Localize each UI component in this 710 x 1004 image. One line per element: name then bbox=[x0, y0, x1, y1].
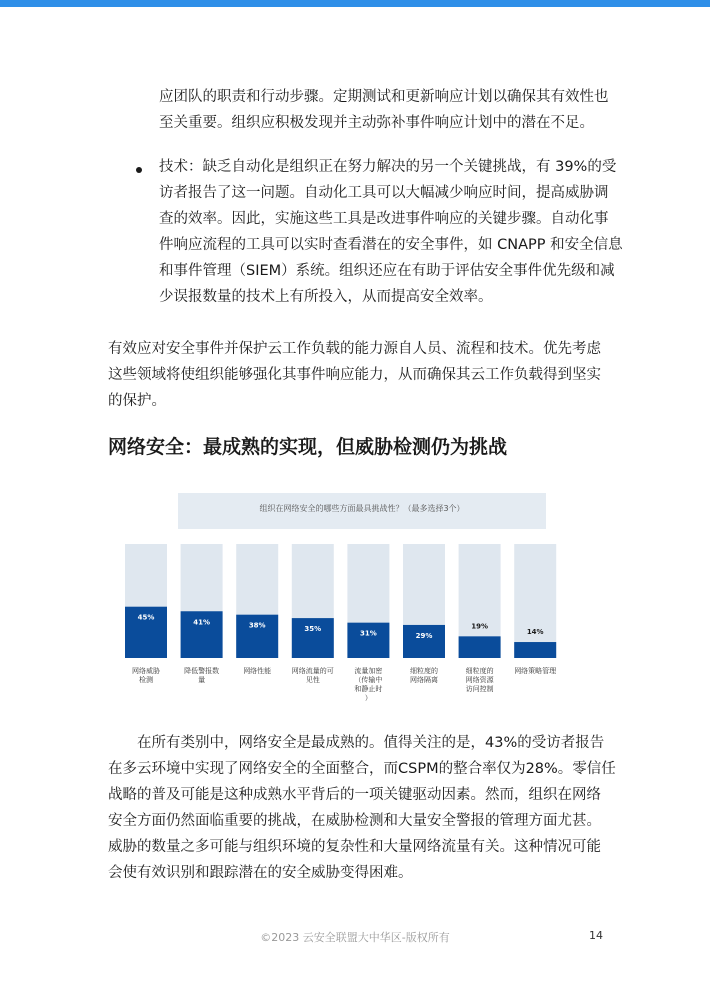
category-label-line: 网络威胁 bbox=[132, 667, 160, 675]
paragraph-technology-bullet: 技术：缺乏自动化是组织正在努力解决的另一个关键挑战，有 39%的受 访者报告了这一问题。自动化工具可以大幅减少响应时间，提高威胁调 查的效率。因此，实施这些工具是改进事件响应的关键步骤。自动化事 件响应流程的工具可以实时查看潜在的安全事件，如 CNAPP 和安全信息 和事件管理（SIEM）系统。组织还应在有助于评估安全事件优先级和减 少误报数量的技术上有所投入，从而提高安全效率。 bbox=[159, 159, 623, 305]
bar-8 bbox=[514, 642, 556, 658]
bar-7 bbox=[459, 636, 501, 658]
bar-value-label: 38% bbox=[248, 621, 266, 630]
category-label-line: 网络资源 bbox=[465, 676, 494, 684]
bar-value-label: 31% bbox=[360, 629, 377, 638]
category-label bbox=[178, 667, 226, 685]
category-label-line: 检测 bbox=[139, 676, 153, 684]
bar-value-label: 45% bbox=[137, 613, 155, 622]
paragraph-network-security: 在所有类别中，网络安全是最成熟的。值得关注的是，43%的受访者报告 在多云环境中实现了网络安全的全面整合，而CSPM的整合率仅为28%。零信任 战略的普及可能是这种成熟水平背后的一项关键驱动因素。然而，组织在网络 安全方面仍然面临重要的挑战，在威胁检测和大量安全警报的管理方面尤甚。 威胁的数量之多可能与组织环境的复杂性和大量网络流量有关。这种情况可能 会使有效识别和跟踪潜在的安全威胁变得困难。 bbox=[108, 735, 616, 881]
category-label-line: 细粒度的 bbox=[465, 667, 494, 675]
category-label-line: 降低警报数 bbox=[184, 667, 220, 675]
footer-copyright: ©2023 云安全联盟大中华区-版权所有 bbox=[260, 931, 450, 944]
paragraph-summary: 有效应对安全事件并保护云工作负载的能力源自人员、流程和技术。优先考虑 这些领域将使组织能够强化其事件响应能力，从而确保其云工作负载得到坚实 的保护。 bbox=[108, 341, 601, 409]
bar-value-label: 41% bbox=[193, 618, 210, 627]
bar-background bbox=[514, 544, 556, 658]
bar-4 bbox=[292, 618, 334, 658]
section-heading: 网络安全：最成熟的实现，但威胁检测仍为挑战 bbox=[108, 436, 508, 458]
bar-value-label: 14% bbox=[526, 628, 544, 637]
paragraph-process-continued: 应团队的职责和行动步骤。定期测试和更新响应计划以确保其有效性也 至关重要。组织应积极发现并主动弥补事件响应计划中的潜在不足。 bbox=[159, 89, 609, 131]
page-number: 14 bbox=[589, 929, 603, 942]
category-label-line: （传输中 bbox=[354, 676, 383, 684]
category-label bbox=[233, 667, 281, 676]
chart-title: 组织在网络安全的哪些方面最具挑战性？（最多选择3个） bbox=[259, 504, 465, 513]
category-label bbox=[456, 667, 504, 694]
bar-6 bbox=[403, 625, 445, 658]
bar-value-label: 35% bbox=[304, 625, 322, 634]
bar-value-label: 29% bbox=[415, 631, 433, 640]
category-label-line: 量 bbox=[198, 676, 206, 684]
category-label bbox=[289, 667, 337, 685]
category-label-line: 网络策略管理 bbox=[514, 667, 557, 675]
category-label bbox=[344, 667, 392, 703]
category-label-line: 访问控制 bbox=[465, 685, 494, 693]
category-label bbox=[400, 667, 448, 685]
bar-5 bbox=[347, 623, 389, 658]
category-label bbox=[122, 667, 170, 685]
category-label bbox=[511, 667, 559, 676]
category-label-line: 网络流量的可 bbox=[291, 667, 334, 675]
category-label-line: ） bbox=[364, 694, 372, 702]
category-label-line: 和静止时 bbox=[354, 685, 383, 693]
category-label-line: 细粒度的 bbox=[410, 667, 438, 675]
category-label-line: 流量加密 bbox=[354, 667, 383, 675]
category-label-line: 网络性能 bbox=[243, 667, 272, 675]
category-label-line: 网络隔离 bbox=[410, 676, 438, 684]
category-label-line: 见性 bbox=[305, 676, 320, 684]
bar-value-label: 19% bbox=[471, 622, 488, 631]
